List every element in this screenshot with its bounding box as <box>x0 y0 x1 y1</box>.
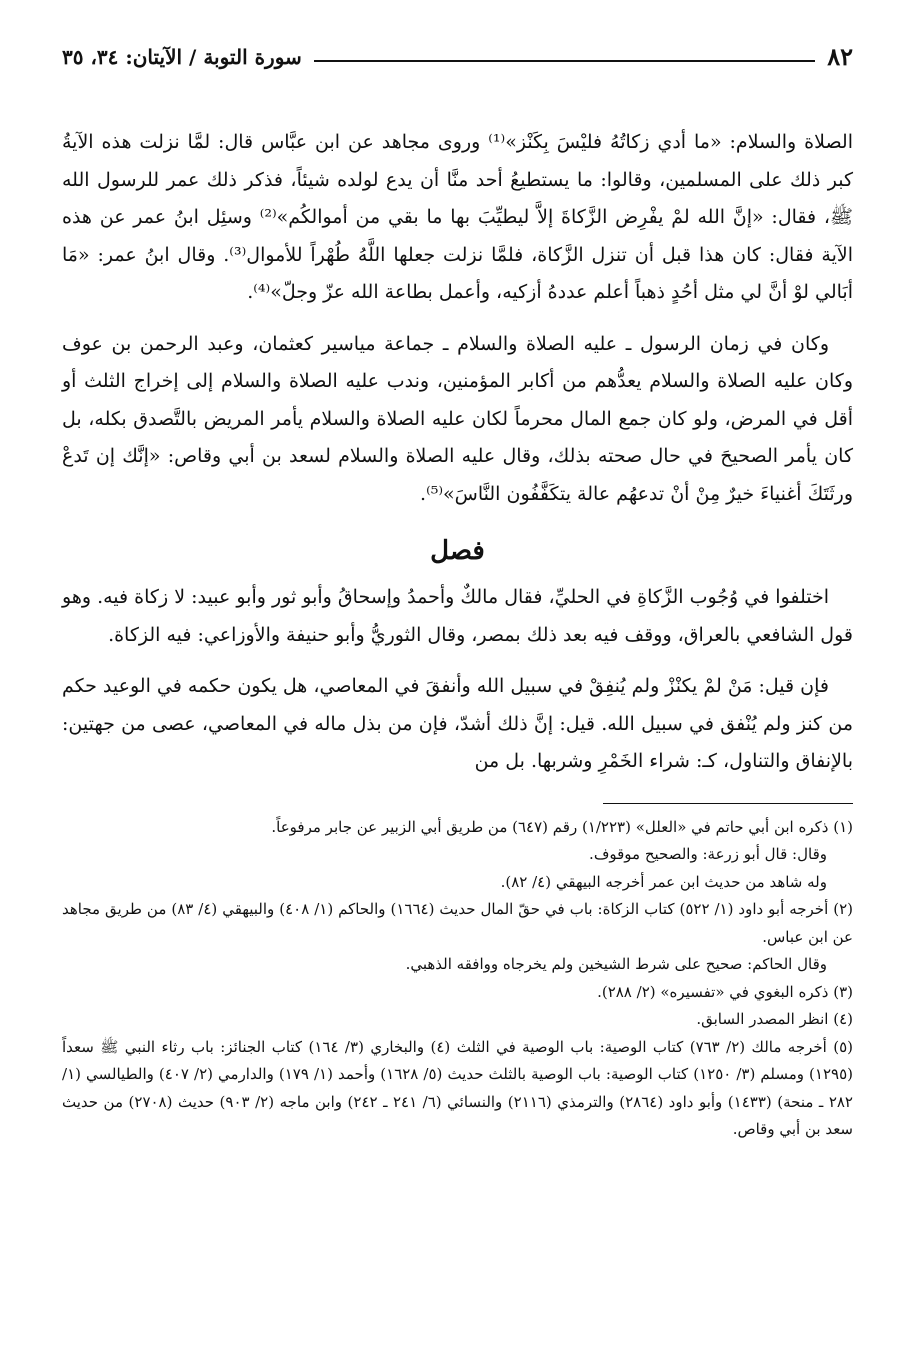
footnote-2-line-2: وقال الحاكم: صحيح على شرط الشيخين ولم يخرجاه ووافقه الذهبي. <box>405 955 827 973</box>
header-rule <box>314 60 815 62</box>
body-text <box>62 124 853 781</box>
running-header <box>62 40 853 74</box>
footnote-5: (٥) أخرجه مالك (٢/ ٧٦٣) كتاب الوصية: باب الوصية في الثلث (٤) والبخاري (٣/ ١٦٤) كتاب الجنائز: باب رثاء النبي ﷺ سعداً (١٢٩٥) ومسلم (٣/ ١٢٥٠) كتاب الوصية: باب الوصية بالثلث حديث (٥/ ١٦٢٨) وأحمد (١/ ١٧٩) والدارمي (٢/ ٤٠٧) والطيالسي (١/ ٢٨٢ ـ منحة) (١٤٣٣) وأبو داود (٢٨٦٤) والترمذي (٢١١٦) والنسائي (٦/ ٢٤١ ـ ٢٤٢) وابن ماجه (٢/ ٩٠٣) حديث (٢٧٠٨) من حديث سعد بن أبي وقاص. <box>62 1037 854 1138</box>
footnote-4: (٤) انظر المصدر السابق. <box>696 1010 853 1028</box>
footnote-2: (٢) أخرجه أبو داود (١/ ٥٢٢) كتاب الزكاة: باب في حقّ المال حديث (١٦٦٤) والحاكم (١/ ٤٠٨) والبيهقي (٤/ ٨٣) من طريق مجاهد عن ابن عباس. <box>62 900 853 946</box>
footnote-3: (٣) ذكره البغوي في «تفسيره» (٢/ ٢٨٨). <box>597 982 853 1001</box>
paragraph-2: وكان في زمان الرسول ـ عليه الصلاة والسلام ـ جماعة مياسير كعثمان، وعبد الرحمن بن عوف وكان عليه الصلاة والسلام يعدُّهم من أكابر المؤمنين، وندب عليه الصلاة والسلام إلى إخراج الثلث أو أقل في المرض، ولو كان جمع المال محرماً لكان عليه الصلاة والسلام يأمر المريض بالتَّصدق بكله، بل كان يأمر الصحيحَ في حال صحته بذلك، وقال عليه الصلاة والسلام لسعد بن أبي وقاص: «إنَّك إن تَدعْ ورثَتَكَ أغنياءَ خيرٌ مِنْ أنْ تدعهُم عالة يتكَفَّفُون النَّاسَ»⁽⁵⁾. <box>62 332 853 505</box>
footnote-1: (١) ذكره ابن أبي حاتم في «العلل» (١/٢٢٣) رقم (٦٤٧) من طريق أبي الزبير عن جابر مرفوعاً. <box>271 817 853 836</box>
footnotes <box>62 814 853 1144</box>
footnote-rule <box>603 803 853 804</box>
paragraph-3: اختلفوا في وُجُوب الزَّكاةِ في الحليِّ، فقال مالكٌ وأحمدُ وإسحاقُ وأبو ثور وأبو عبيد: لا زكاة فيه. وهو قول الشافعي بالعراق، ووقف فيه بعد ذلك بمصر، وقال الثوريُّ وأبو حنيفة والأوزاعي: فيه الزكاة. <box>62 586 853 646</box>
page-number: ٨٢ <box>827 42 853 71</box>
footnote-1-line-2: وقال: قال أبو زرعة: والصحيح موقوف. <box>589 845 827 863</box>
header-title: سورة التوبة / الآيتان: ٣٤، ٣٥ <box>62 45 302 69</box>
footnote-1-line-3: وله شاهد من حديث ابن عمر أخرجه البيهقي (٤/ ٨٢). <box>500 872 827 891</box>
section-heading: فصل <box>430 536 485 566</box>
paragraph-1: الصلاة والسلام: «ما أدي زكاتُهُ فليْسَ بِكَنْز»⁽¹⁾ وروى مجاهد عن ابن عبَّاس قال: لمَّا نزلت هذه الآيةُ كبر ذلك على المسلمين، وقالوا: ما يستطيعُ أحد منَّا أن يدع لولده شيئاً، فذكر ذلك عمر للرسول الله ﷺ، فقال: «إنَّ الله لمْ يفْرِض الزَّكاةَ إلاَّ ليطيِّبَ بها ما بقي من أموالكُم»⁽²⁾ وسئِل ابنُ عمر عن هذه الآية فقال: كان هذا قبل أن تنزل الزَّكاة، فلمَّا نزلت جعلها اللَّهُ طُهْراً للأموال⁽³⁾. وقال ابنُ عمر: «مَا أبَالي لوْ أنَّ لي مثل أحُدٍ ذهباً أعلم عددهُ أزكيه، وأعمل بطاعة الله عزّ وجلّ»⁽⁴⁾. <box>62 131 854 303</box>
paragraph-4: فإن قيل: مَنْ لمْ يكنْزْ ولم يُنفِقْ في سبيل الله وأنفقَ في المعاصي، هل يكون حكمه في الوعيد حكم من كنز ولم يُنْفق في سبيل الله. قيل: إنَّ ذلك أشدّ، فإن من بذل ماله في المعاصي، عصى من جهتين: بالإنفاق والتناول، كـ: شراء الخَمْرِ وشربها. بل من <box>62 675 853 772</box>
